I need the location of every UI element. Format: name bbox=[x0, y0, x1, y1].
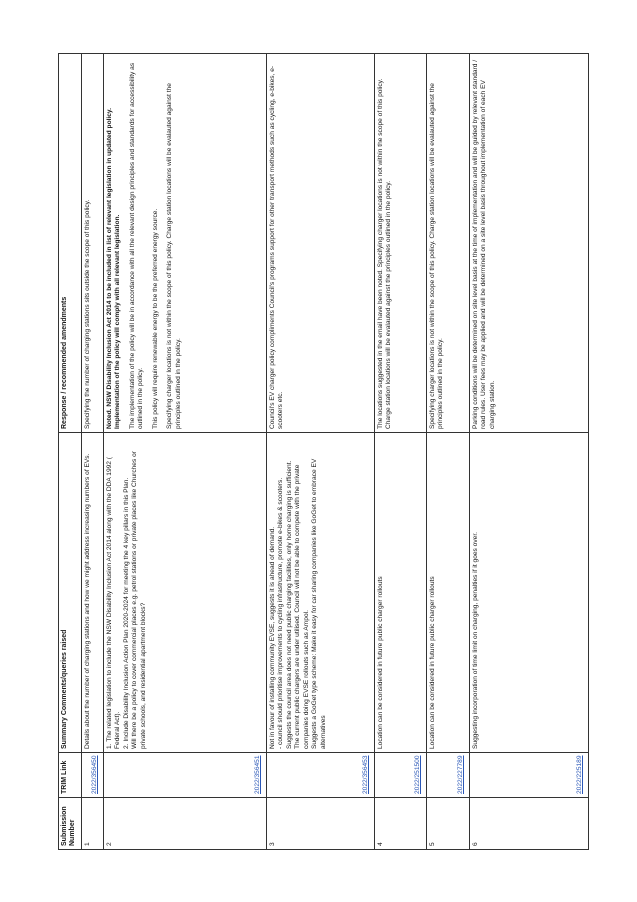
trim-link[interactable]: 2022/356450 bbox=[91, 755, 99, 794]
response-text: Council's EV charger policy compliments Council's programs support for other transport methods such as cycling, e-bikes, e-scooters etc. bbox=[268, 65, 285, 429]
table-row bbox=[82, 54, 104, 850]
response-text: The implementation of the policy will be in accordance with all the relevant design principles and standards for accessibility as outlined in the policy. bbox=[128, 62, 145, 429]
trim-link-cell bbox=[375, 753, 427, 798]
summary-text: Suggesting incorporation of time limit on charging, penalties if it goes over. bbox=[471, 532, 479, 749]
trim-link[interactable]: 2022/225189 bbox=[576, 755, 584, 794]
summary-cell bbox=[104, 433, 267, 753]
header-response: Response / recommended amendments bbox=[59, 54, 82, 433]
summary-cell bbox=[470, 433, 589, 753]
summary-cell bbox=[267, 433, 375, 753]
summary-text: 1. The related legislation to include the NSW Disability Inclusion Act 2014 along with the DDA 1992 ( Federal Act). bbox=[105, 457, 122, 749]
trim-link[interactable]: 2022/251500 bbox=[414, 755, 422, 794]
summary-text: Suggests a GoGet type scheme: Make it easy for car sharing companies like GoGet to embrace EV alternatives bbox=[311, 458, 328, 749]
submission-number: 5 bbox=[427, 798, 470, 850]
summary-text: Suggests the council area does not need public charging facilities, only home charging is sufficient. bbox=[285, 460, 293, 749]
trim-link[interactable]: 2022/356451 bbox=[254, 755, 262, 794]
submission-number: 6 bbox=[470, 798, 589, 850]
response-cell bbox=[82, 54, 104, 433]
response-cell bbox=[267, 54, 375, 433]
summary-text: - council should prioritise improvements to cycling infrastructure, promote e-bikes & scooters. bbox=[277, 477, 285, 749]
table-row bbox=[104, 54, 267, 850]
table-row bbox=[470, 54, 589, 850]
trim-link[interactable]: 2022/356453 bbox=[362, 755, 370, 794]
trim-link-cell bbox=[470, 753, 589, 798]
summary-text: Not in favour of installing community EVSE, suggests it is ahead of demand. bbox=[268, 526, 276, 749]
trim-link-cell bbox=[82, 753, 104, 798]
trim-link[interactable]: 2022/227789 bbox=[457, 755, 465, 794]
summary-cell bbox=[427, 433, 470, 753]
summary-text: Location can be considered in future public charger rollouts bbox=[428, 576, 436, 749]
submission-number: 2 bbox=[104, 798, 267, 850]
response-text: Specifying charger locations is not within the scope of this policy. Charge station locations will be evalauted against the principles outlined in the policy. bbox=[428, 83, 445, 429]
table-header-row bbox=[59, 54, 82, 850]
response-text: The locations suggested in the email have been noted. Specifying charger locations is not within the scope of this policy. Charge station locations will be evalauted against the principles outlined in the policy. bbox=[376, 78, 393, 429]
submission-number: 1 bbox=[82, 798, 104, 850]
table-row bbox=[427, 54, 470, 850]
response-text: Specifying charger locations is not within the scope of this policy. Charge station locations will be evalauted against the principles outlined in the policy. bbox=[166, 83, 183, 429]
summary-cell bbox=[375, 433, 427, 753]
header-submission-number: Submission Number bbox=[59, 798, 82, 850]
response-text: Implementation of the policy will comply with all relevant legislation. bbox=[114, 214, 122, 429]
table-row bbox=[267, 54, 375, 850]
table-row bbox=[375, 54, 427, 850]
response-text: Noted. NSW Disability Inclusion Act 2014 to be included in list of relevant legislation in updated policy. bbox=[105, 108, 113, 429]
response-cell bbox=[470, 54, 589, 433]
summary-text: Location can be considered in future public charger rollouts bbox=[376, 576, 384, 749]
header-summary: Summary Comments/queries raised bbox=[59, 433, 82, 753]
submission-number: 4 bbox=[375, 798, 427, 850]
summary-cell bbox=[82, 433, 104, 753]
submissions-table bbox=[58, 53, 589, 850]
trim-link-cell bbox=[427, 753, 470, 798]
summary-text: The current public chargers are under utilised. Council will not be able to compete with the private companies doing EVSE rollouts such as Ampol. bbox=[294, 464, 310, 749]
summary-text: Details about the number of charging stations and how we might address increasing numbers of EVs. bbox=[83, 453, 91, 749]
summary-text: 2. Include Disability Inclusion Action Plan 2020-2024 for meeting the 4 key pillars in this Plan. bbox=[122, 477, 130, 749]
trim-link-cell bbox=[267, 753, 375, 798]
trim-link-cell bbox=[104, 753, 267, 798]
response-cell bbox=[427, 54, 470, 433]
summary-text: Will there be a policy to cover commercial places e.g. petrol stations or private places like Churches or private schools, and residential apartment blocks? bbox=[131, 451, 147, 749]
response-text: This policy will require renewable energy to be the preferred energy source. bbox=[151, 208, 159, 429]
response-text: Parking conditions will be determined on site level basis at the time of implementation and will be guided by relevant standard / road rules. User fees may be applied and will be determined on a site level basis throughout implementation of each EV charging station. bbox=[471, 59, 496, 429]
submission-number: 3 bbox=[267, 798, 375, 850]
response-cell bbox=[104, 54, 267, 433]
response-cell bbox=[375, 54, 427, 433]
header-trim-link: TRIM Link bbox=[59, 753, 82, 798]
response-text: Specifying the number of charging stations sits outside the scope of this policy. bbox=[83, 199, 91, 429]
